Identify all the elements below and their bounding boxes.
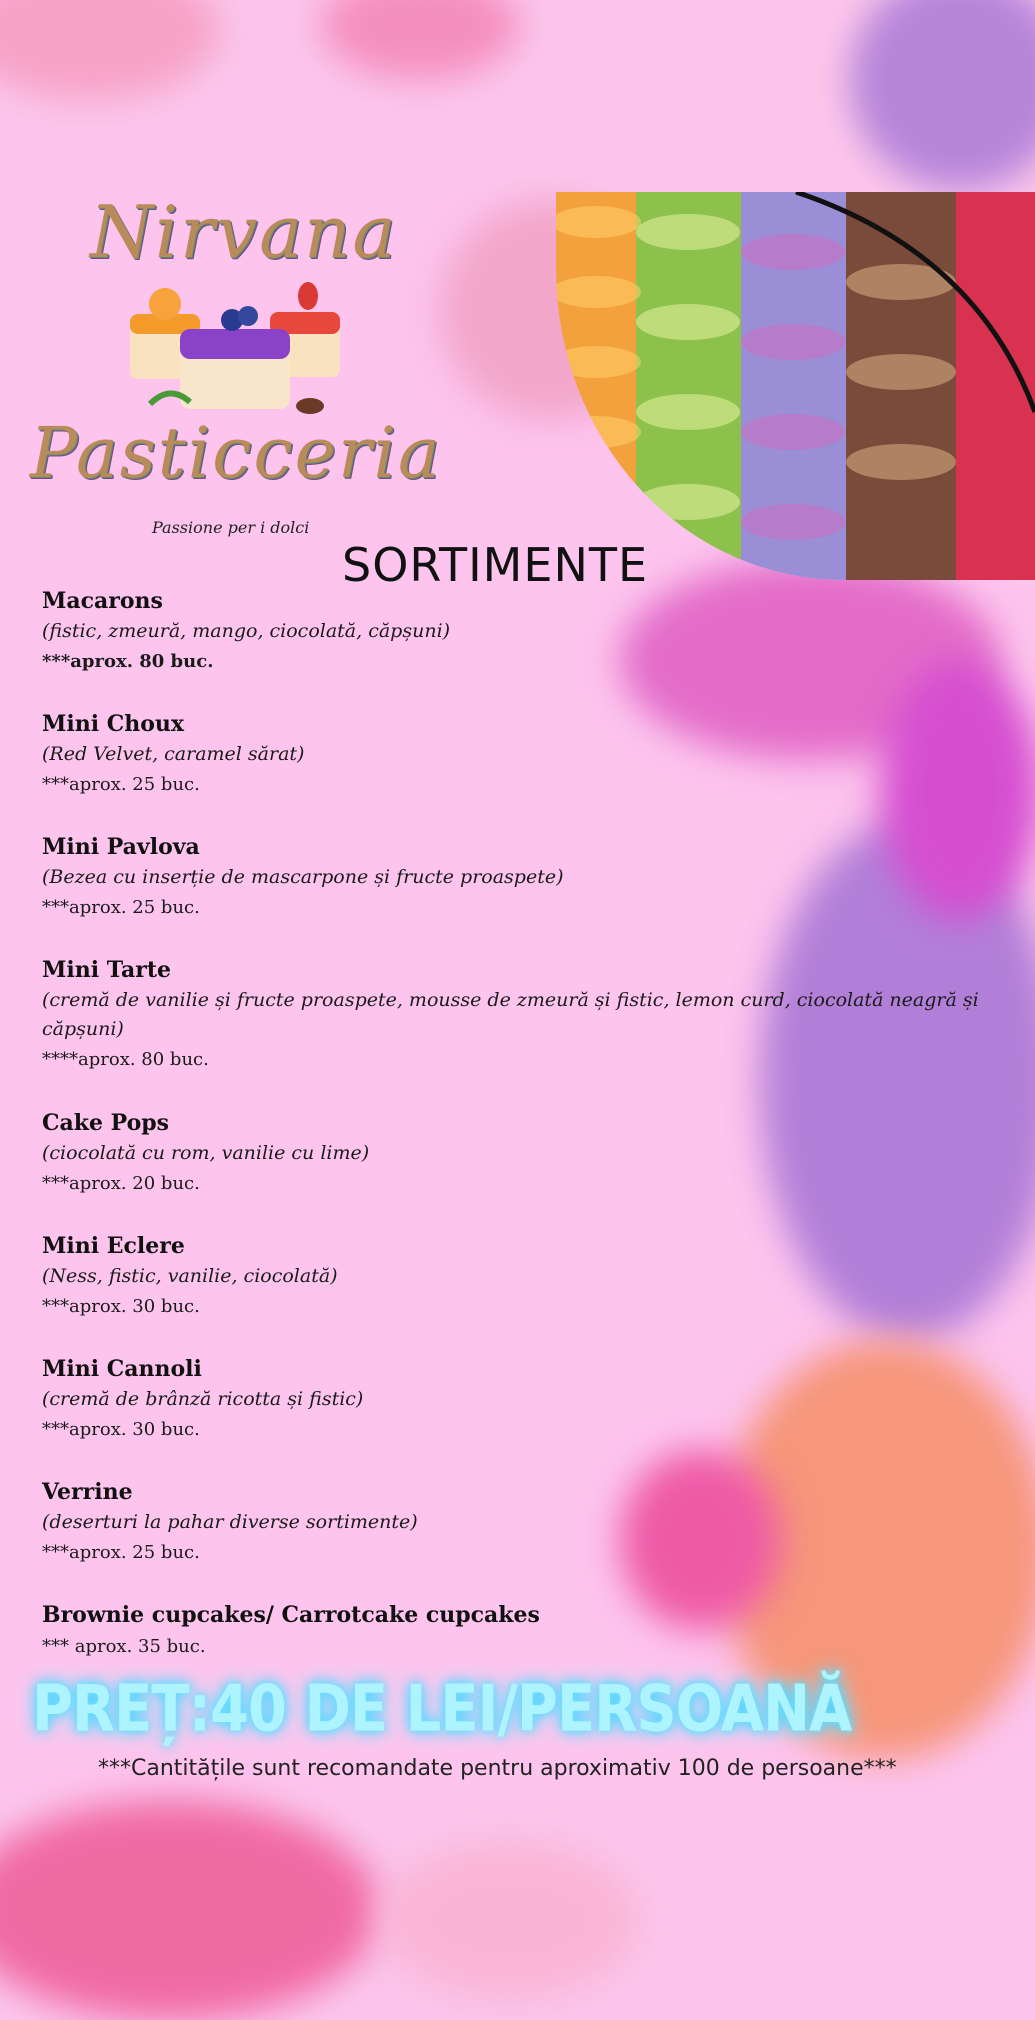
section-heading: SORTIMENTE bbox=[342, 538, 649, 592]
brand-name-top: Nirvana bbox=[90, 190, 398, 274]
menu-item bbox=[42, 1477, 1002, 1600]
brand-tagline: Passione per i dolci bbox=[152, 518, 310, 537]
price-label: PREȚ:40 DE LEI/PERSOANĂ bbox=[32, 1672, 852, 1747]
quantity-note: ***Cantitățile sunt recomandate pentru aproximativ 100 de persoane*** bbox=[98, 1756, 897, 1781]
item-name: Mini Eclere bbox=[42, 1233, 185, 1259]
background-splash-top-center bbox=[320, 0, 520, 80]
background-splash-bottom-center bbox=[380, 1840, 640, 2000]
item-quantity: ***aprox. 30 buc. bbox=[42, 1296, 200, 1317]
menu-item bbox=[42, 832, 1002, 955]
menu-item bbox=[42, 955, 1002, 1108]
item-name: Mini Tarte bbox=[42, 957, 171, 983]
item-quantity: *** aprox. 35 buc. bbox=[42, 1636, 206, 1657]
menu-item bbox=[42, 1354, 1002, 1477]
menu-item bbox=[42, 1108, 1002, 1231]
menu-item bbox=[42, 586, 1002, 709]
item-description: (cremă de vanilie și fructe proaspete, mousse de zmeură și fistic, lemon curd, ciocolată neagră și căpșuni) bbox=[42, 989, 979, 1040]
item-description: (deserturi la pahar diverse sortimente) bbox=[42, 1511, 418, 1533]
item-quantity: ***aprox. 80 buc. bbox=[42, 651, 214, 672]
item-name: Macarons bbox=[42, 588, 163, 614]
background-splash-top-left bbox=[0, 0, 220, 100]
item-quantity: ***aprox. 25 buc. bbox=[42, 897, 200, 918]
menu-item bbox=[42, 1231, 1002, 1354]
cake-illustration-icon bbox=[120, 274, 360, 424]
item-name: Cake Pops bbox=[42, 1110, 170, 1136]
item-name: Verrine bbox=[42, 1479, 133, 1505]
menu-list bbox=[42, 586, 1002, 1723]
item-name: Brownie cupcakes/ Carrotcake cupcakes bbox=[42, 1602, 540, 1628]
menu-item bbox=[42, 709, 1002, 832]
item-quantity: ***aprox. 20 buc. bbox=[42, 1173, 200, 1194]
item-description: (Ness, fistic, vanilie, ciocolată) bbox=[42, 1265, 338, 1287]
item-description: (Bezea cu inserție de mascarpone și fructe proaspete) bbox=[42, 866, 564, 888]
item-name: Mini Cannoli bbox=[42, 1356, 202, 1382]
item-description: (fistic, zmeură, mango, ciocolată, căpșuni) bbox=[42, 620, 451, 642]
item-quantity: ***aprox. 25 buc. bbox=[42, 1542, 200, 1563]
background-splash-top-right bbox=[850, 0, 1035, 190]
brand-name-bottom: Pasticceria bbox=[30, 412, 442, 494]
brand-logo bbox=[30, 190, 442, 550]
item-description: (ciocolată cu rom, vanilie cu lime) bbox=[42, 1142, 370, 1164]
item-description: (cremă de brânză ricotta și fistic) bbox=[42, 1388, 364, 1410]
item-description: (Red Velvet, caramel sărat) bbox=[42, 743, 305, 765]
item-quantity: ***aprox. 25 buc. bbox=[42, 774, 200, 795]
item-name: Mini Choux bbox=[42, 711, 185, 737]
background-splash-bottom-left bbox=[0, 1800, 380, 2020]
item-quantity: ****aprox. 80 buc. bbox=[42, 1049, 209, 1070]
item-quantity: ***aprox. 30 buc. bbox=[42, 1419, 200, 1440]
item-name: Mini Pavlova bbox=[42, 834, 200, 860]
